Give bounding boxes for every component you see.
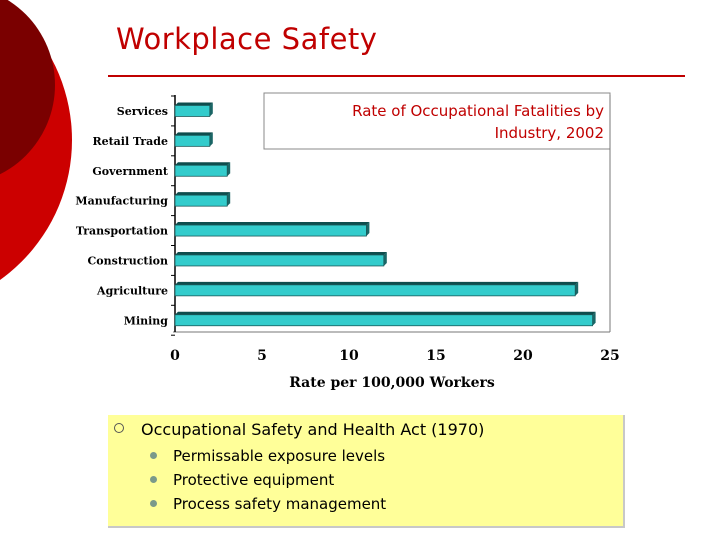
category-labels [75,105,169,327]
hollow-circle-bullet-icon [114,423,124,433]
sub-bullet-text: Protective equipment [173,471,335,489]
x-tick-label: 10 [339,348,359,364]
dot-bullet-icon [150,476,157,483]
bar-services [175,102,213,116]
sub-bullet [150,447,385,465]
sub-bullet-text: Permissable exposure levels [173,447,386,465]
bar-construction [175,252,387,266]
main-bullet [114,420,484,439]
chart-title-box [264,93,610,149]
sub-bullet [150,471,334,489]
category-label: Agriculture [97,284,168,298]
bar-mining [175,312,596,326]
category-label: Government [92,164,168,178]
bar-government [175,162,230,176]
slide-title: Workplace Safety [116,22,378,56]
dot-bullet-icon [150,452,157,459]
dot-bullet-icon [150,500,157,507]
x-tick-label: 0 [170,348,180,364]
category-label: Services [116,104,168,118]
x-tick-label: 15 [426,348,446,364]
x-tick-label: 5 [257,348,267,364]
chart-title-line-2: Industry, 2002 [494,124,604,142]
chart-title-line-1: Rate of Occupational Fatalities by [352,102,604,120]
main-bullet-text: Occupational Safety and Health Act (1970) [141,420,485,439]
x-tick-labels [170,348,620,364]
bar-retail-trade [175,132,213,146]
category-label: Manufacturing [75,194,168,208]
x-axis-label: Rate per 100,000 Workers [289,375,495,391]
sub-bullet [150,495,386,513]
bar-manufacturing [175,192,230,206]
bar-transportation [175,222,369,236]
x-tick-label: 20 [513,348,533,364]
category-label: Retail Trade [92,134,168,148]
category-label: Transportation [75,224,168,238]
sub-bullet-text: Process safety management [173,495,387,513]
category-label: Mining [123,314,168,328]
category-label: Construction [87,254,168,268]
bar-agriculture [175,282,578,296]
x-tick-label: 25 [600,348,620,364]
